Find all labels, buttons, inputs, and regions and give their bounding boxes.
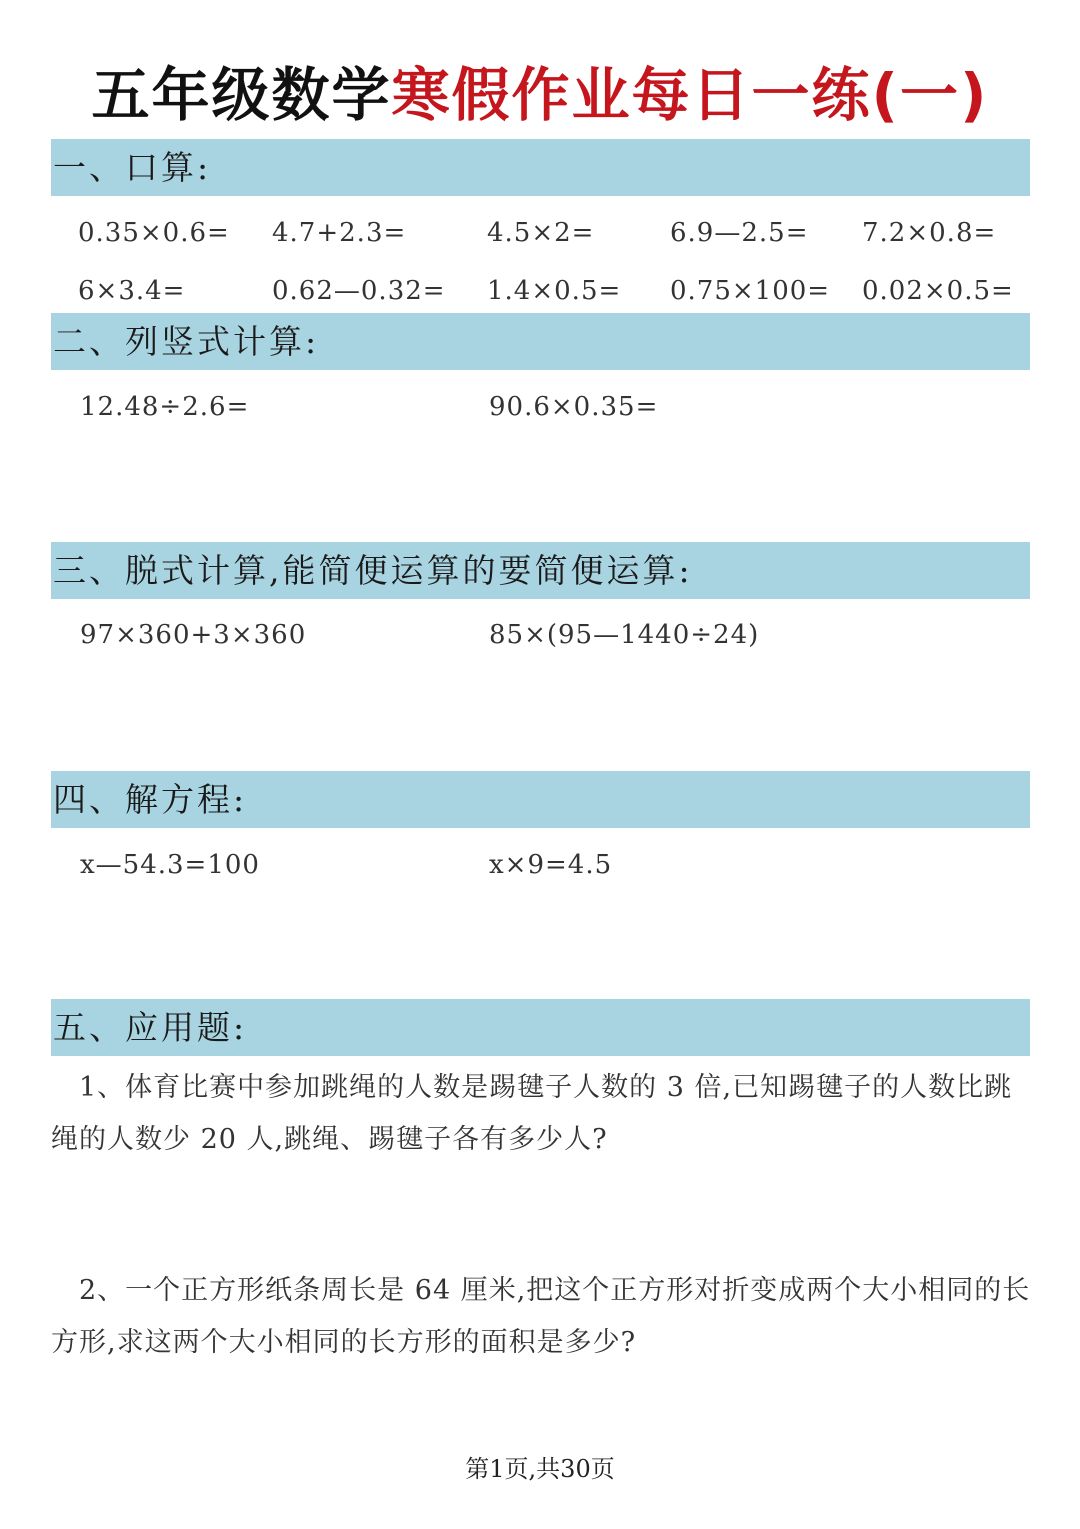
equation-problem: x—54.3=100 <box>80 850 260 880</box>
oral-problem: 4.7+2.3= <box>272 218 407 248</box>
title-homework-name: 寒假作业每日一练(一) <box>391 61 989 129</box>
page-title <box>0 52 1080 138</box>
oral-problem: 6.9—2.5= <box>670 218 809 248</box>
title-grade-subject: 五年级数学 <box>91 61 392 129</box>
page-number: 第1页,共30页 <box>465 1455 615 1483</box>
oral-problem: 0.62—0.32= <box>272 276 446 306</box>
oral-problem: 0.35×0.6= <box>78 218 230 248</box>
oral-problem: 7.2×0.8= <box>862 218 997 248</box>
oral-problem: 6×3.4= <box>78 276 186 306</box>
section-heading-word-problems: 五、应用题: <box>51 999 1030 1056</box>
section-heading-equations: 四、解方程: <box>51 771 1030 828</box>
section-heading-step-calculation: 三、脱式计算,能简便运算的要简便运算: <box>51 542 1030 599</box>
vertical-calc-problem: 90.6×0.35= <box>489 392 659 422</box>
oral-problem: 4.5×2= <box>487 218 595 248</box>
word-problem-1: 1、体育比赛中参加跳绳的人数是踢毽子人数的 3 倍,已知踢毽子的人数比跳绳的人数少 20 人,跳绳、踢毽子各有多少人? <box>51 1072 1013 1155</box>
oral-problem: 1.4×0.5= <box>487 276 622 306</box>
oral-problem: 0.75×100= <box>670 276 831 306</box>
section-heading-vertical-calculation: 二、列竖式计算: <box>51 313 1030 370</box>
step-calc-problem: 85×(95—1440÷24) <box>489 620 760 650</box>
word-problem-2: 2、一个正方形纸条周长是 64 厘米,把这个正方形对折变成两个大小相同的长方形,求这两个大小相同的长方形的面积是多少? <box>51 1275 1031 1358</box>
equation-problem: x×9=4.5 <box>489 850 613 880</box>
section-heading-oral-calculation: 一、口算: <box>51 139 1030 196</box>
vertical-calc-problem: 12.48÷2.6= <box>80 392 250 422</box>
oral-problem: 0.02×0.5= <box>862 276 1014 306</box>
step-calc-problem: 97×360+3×360 <box>80 620 307 650</box>
